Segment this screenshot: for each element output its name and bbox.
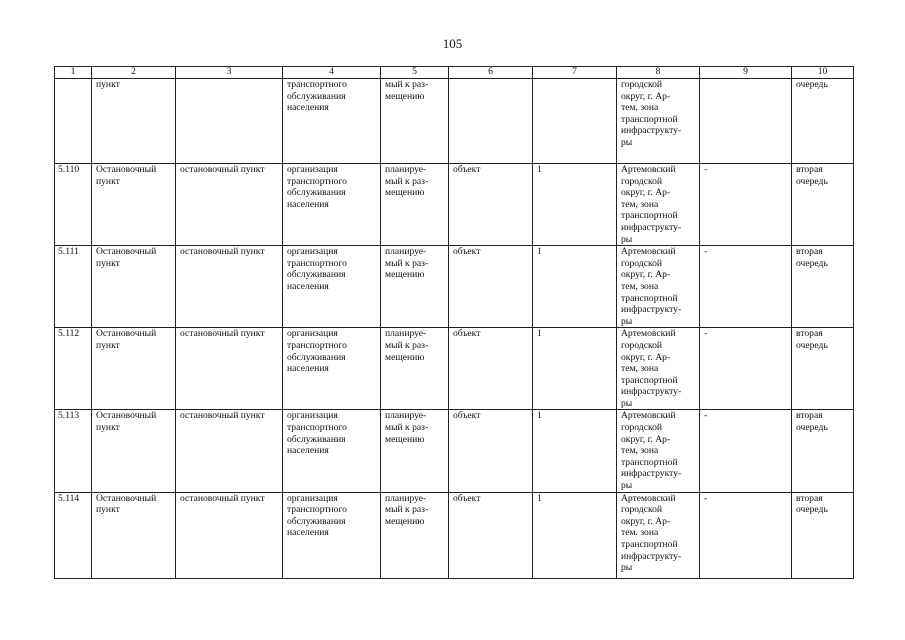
cell-location: Артемовский городской округ, г. Ар- тем, зона транспортной инфраструкту- ры [617,246,700,328]
column-header: 9 [700,67,792,79]
cell-number: 5.110 [55,164,92,246]
cell-type: остановочный пункт [176,410,283,492]
cell-stage: вторая очередь [792,328,854,410]
cell-status: планируе- мый к раз- мещению [381,328,449,410]
cell-zone: - [700,246,792,328]
cell-zone: - [700,492,792,578]
page-number: 105 [442,36,463,51]
cell-type: остановочный пункт [176,328,283,410]
cell-unit: объект [449,164,533,246]
cell-zone: - [700,164,792,246]
cell-purpose: организация транспортного обслуживания населения [283,328,381,410]
cell-name: Остановочный пункт [92,492,176,578]
cell-stage: вторая очередь [792,410,854,492]
column-header: 10 [792,67,854,79]
cell-purpose: организация транспортного обслуживания населения [283,164,381,246]
cell-status: планируе- мый к раз- мещению [381,410,449,492]
cell-number: 5.114 [55,492,92,578]
cell-number: 5.111 [55,246,92,328]
cell-status: планируе- мый к раз- мещению [381,246,449,328]
column-header: 6 [449,67,533,79]
cell-name: пункт [92,79,176,164]
cell-name: Остановочный пункт [92,164,176,246]
table-row [55,164,854,246]
cell-unit: объект [449,328,533,410]
cell-type: остановочный пункт [176,492,283,578]
data-table [54,66,854,579]
cell-status: мый к раз- мещению [381,79,449,164]
column-header: 4 [283,67,381,79]
cell-quantity: 1 [533,328,617,410]
cell-location: Артемовский городской округ, г. Ар- тем. зона транспортной инфраструкту- ры [617,492,700,578]
cell-stage: вторая очередь [792,164,854,246]
cell-name: Остановочный пункт [92,410,176,492]
column-header: 5 [381,67,449,79]
cell-unit: объект [449,246,533,328]
cell-purpose: организация транспортного обслуживания населения [283,246,381,328]
cell-unit: объект [449,410,533,492]
table-row [55,79,854,164]
cell-unit: объект [449,492,533,578]
table-row [55,410,854,492]
cell-quantity: 1 [533,246,617,328]
cell-type [176,79,283,164]
cell-name: Остановочный пункт [92,246,176,328]
cell-quantity: 1 [533,492,617,578]
column-header: 8 [617,67,700,79]
cell-purpose: транспортного обслуживания населения [283,79,381,164]
cell-stage: вторая очередь [792,492,854,578]
cell-location: Артемовский городской округ, г. Ар- тем, зона транспортной инфраструкту- ры [617,410,700,492]
cell-type: остановочный пункт [176,246,283,328]
cell-number: 5.112 [55,328,92,410]
header-row [55,67,854,79]
cell-purpose: организация транспортного обслуживания населения [283,410,381,492]
cell-zone: - [700,410,792,492]
cell-status: планируе- мый к раз- мещению [381,492,449,578]
table-row [55,328,854,410]
cell-stage: очередь [792,79,854,164]
cell-quantity: 1 [533,164,617,246]
cell-location: Артемовский городской округ, г. Ар- тем, зона транспортной инфраструкту- ры [617,164,700,246]
cell-quantity [533,79,617,164]
cell-location: Артемовский городской округ, г. Ар- тем, зона транспортной инфраструкту- ры [617,328,700,410]
cell-purpose: организация транспортного обслуживания населения [283,492,381,578]
cell-zone [700,79,792,164]
cell-type: остановочный пункт [176,164,283,246]
column-header: 3 [176,67,283,79]
column-header: 2 [92,67,176,79]
cell-quantity: 1 [533,410,617,492]
table-row [55,492,854,578]
cell-location: городской округ, г. Ар- тем, зона транспортной инфраструкту- ры [617,79,700,164]
cell-unit [449,79,533,164]
column-header: 7 [533,67,617,79]
cell-number: 5.113 [55,410,92,492]
cell-status: планируе- мый к раз- мещению [381,164,449,246]
cell-number [55,79,92,164]
table-row [55,246,854,328]
column-header: 1 [55,67,92,79]
cell-name: Остановочный пункт [92,328,176,410]
cell-stage: вторая очередь [792,246,854,328]
cell-zone: - [700,328,792,410]
